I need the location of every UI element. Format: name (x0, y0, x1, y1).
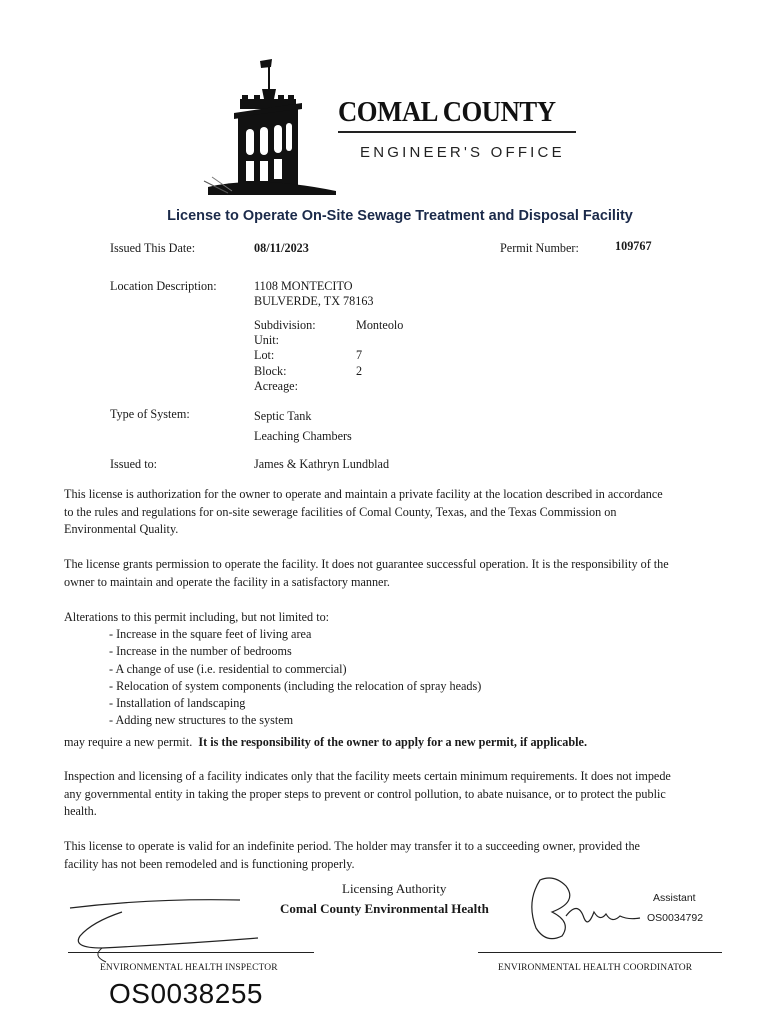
alteration-item: - Installation of landscaping (109, 695, 629, 712)
system-type-line-2: Leaching Chambers (254, 429, 352, 443)
system-type-label: Type of System: (110, 407, 190, 421)
coordinator-caption: ENVIRONMENTAL HEALTH COORDINATOR (498, 963, 693, 973)
system-type-line-1: Septic Tank (254, 409, 312, 423)
alterations-intro: Alterations to this permit including, but not limited to: (64, 610, 330, 624)
new-permit-note-bold: It is the responsibility of the owner to apply for a new permit, if applicable. (198, 735, 588, 749)
inspector-caption: ENVIRONMENTAL HEALTH INSPECTOR (100, 963, 278, 973)
acreage-label: Acreage: (254, 379, 298, 393)
permit-number-label: Permit Number: (500, 241, 579, 255)
coordinator-code: OS0034792 (647, 912, 704, 924)
lot-value: 7 (356, 348, 363, 362)
alteration-item: - Increase in the square feet of living area (109, 626, 629, 643)
courthouse-tower-logo (198, 55, 338, 195)
office-name: ENGINEER'S OFFICE (360, 144, 565, 161)
alteration-item: - Relocation of system components (including the relocation of spray heads) (109, 678, 629, 695)
issued-date-label: Issued This Date: (110, 241, 196, 255)
subdivision-label: Subdivision: (254, 318, 316, 332)
new-permit-note-plain: may require a new permit. (64, 735, 193, 749)
document-title: License to Operate On-Site Sewage Treatment and Disposal Facility (167, 208, 633, 224)
inspector-signature (62, 892, 262, 972)
inspection-paragraph: Inspection and licensing of a facility indicates only that the facility meets certain minimum requirements. It does not impede any governmental entity in taking the proper steps to prevent or control pollution, to abate nuisance, or to protect the public health. (64, 769, 671, 818)
location-label: Location Description: (110, 279, 217, 293)
permission-paragraph: The license grants permission to operate the facility. It does not guarantee successful operation. It is the responsibility of the owner to maintain and operate the facility in a satisfactory manner. (64, 557, 669, 589)
address-line-1: 1108 MONTECITO (254, 279, 353, 293)
licensing-authority-label: Licensing Authority (342, 881, 447, 896)
validity-paragraph: This license to operate is valid for an indefinite period. The holder may transfer it to a succeeding owner, provided the facility has not been remodeled and is functioning properly. (64, 839, 640, 871)
permit-number-value: 109767 (615, 239, 652, 253)
issued-to-label: Issued to: (110, 457, 158, 471)
header-rule (338, 131, 576, 133)
licensing-authority-name: Comal County Environmental Health (280, 901, 489, 916)
unit-label: Unit: (254, 333, 280, 347)
authorization-paragraph: This license is authorization for the owner to operate and maintain a private facility at the location described in accordance to the rules and regulations for on-site sewerage facilities of Comal County, Texas, and the Texas Commission on Environmental Quality. (64, 487, 663, 536)
issued-to-value: James & Kathryn Lundblad (254, 457, 390, 471)
issued-date-value: 08/11/2023 (254, 241, 309, 255)
coordinator-signature-line (478, 952, 722, 953)
block-label: Block: (254, 364, 287, 378)
alteration-item: - Adding new structures to the system (109, 712, 629, 729)
alteration-item: - Increase in the number of bedrooms (109, 643, 629, 660)
new-permit-note (64, 734, 674, 752)
coordinator-signature (522, 872, 642, 946)
alterations-list (109, 626, 629, 730)
lot-label: Lot: (254, 348, 275, 362)
inspector-code: OS0038255 (109, 978, 263, 1009)
coordinator-title: Assistant (653, 892, 696, 904)
subdivision-value: Monteolo (356, 318, 404, 332)
county-name: COMAL COUNTY (338, 96, 556, 128)
block-value: 2 (356, 364, 363, 378)
inspector-signature-line (68, 952, 314, 953)
address-line-2: BULVERDE, TX 78163 (254, 294, 374, 308)
alteration-item: - A change of use (i.e. residential to commercial) (109, 661, 629, 678)
